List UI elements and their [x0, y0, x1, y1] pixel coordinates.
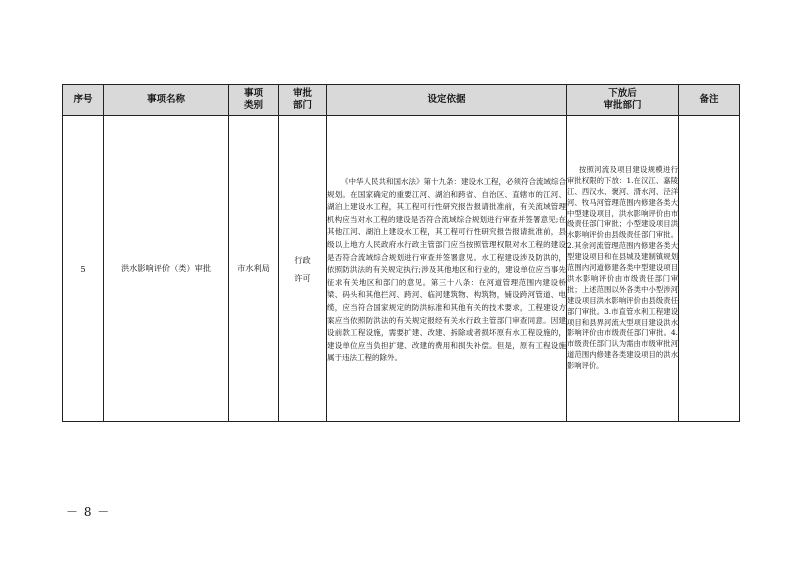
table-header-row	[63, 85, 740, 116]
header-category-line1: 事项	[243, 88, 263, 99]
header-category	[229, 85, 279, 116]
header-dept-line1: 审批	[292, 88, 312, 99]
cell-dept: 市水利局	[229, 116, 279, 422]
cell-remarks	[679, 116, 740, 422]
page-number: － 8 －	[66, 505, 111, 519]
header-remarks: 备注	[679, 85, 740, 116]
header-name: 事项名称	[104, 85, 229, 116]
header-delegated-line2: 审批部门	[603, 100, 642, 111]
header-delegated	[567, 85, 679, 116]
cell-category-line1: 行政	[294, 254, 311, 265]
cell-legal-basis	[327, 116, 567, 422]
table-row	[63, 116, 740, 422]
cell-item-name: 洪水影响评价（类）审批	[104, 116, 229, 422]
header-dept-line2: 部门	[292, 100, 312, 111]
cell-seq: 5	[63, 116, 104, 422]
legal-basis-text: 《中华人民共和国水法》第十九条：建设水工程，必须符合流域综合规划。在国家确定的重要江河、湖泊和跨省、自治区、直辖市的江河、湖泊上建设水工程，其工程可行性研究报告报请批准前，有关流域管理机构应当对水工程的建设是否符合流域综合规划进行审查并签署意见;在其他江河、湖泊上建设水工程，其工程可行性研究报告报请批准前，县级以上地方人民政府水行政主管部门应当按照管理权限对水工程的建设是否符合流域综合规划进行审查并签署意见。水工程建设涉及防洪的，依照防洪法的有关规定执行;涉及其他地区和行业的，建设单位应当事先征求有关地区和部门的意见。第三十八条：在河道管理范围内建设桥梁、码头和其他拦河、跨河、临河建筑物、构筑物，铺设跨河管道、电缆，应当符合国家规定的防洪标准和其他有关的技术要求，工程建设方案应当依照防洪法的有关规定报经有关水行政主管部门审查同意。因建设前款工程设施，需要扩建、改建、拆除或者损坏原有水工程设施的，建设单位应当负担扩建、改建的费用和损失补偿。但是，原有工程设施属于违法工程的除外。	[327, 177, 566, 363]
header-delegated-line1: 下放后	[608, 88, 637, 99]
approval-items-table	[62, 84, 740, 422]
cell-category-line2: 许可	[294, 272, 311, 283]
header-basis: 设定依据	[327, 85, 567, 116]
header-seq: 序号	[63, 85, 104, 116]
header-dept	[279, 85, 327, 116]
header-category-line2: 类别	[243, 100, 263, 111]
cell-delegated-dept: 按照河流及项目建设规模进行审批权限的下放：1.在汉江、嘉陵江、西汉水、褒河、湑水河、泾洋河、牧马河管理范围内修建各类大中型建设项目，洪水影响评价由市级责任部门审批；小型建设项目洪水影响评价由县级责任部门审批。2.其余河流管理范围内修建各类大型建设项目和在县城及建制镇规划范围内河道修建各类中型建设项目洪水影响评价由市级责任部门审批；上述范围以外各类中小型涉河建设项目洪水影响评价由县级责任部门审批。3.市直管水利工程建设项目和县界河流大型项目建设洪水影响评价由市级责任部门审批。4.市级责任部门认为需由市级审批河道范围内修建各类建设项目的洪水影响评价。	[567, 116, 679, 422]
cell-category	[279, 116, 327, 422]
